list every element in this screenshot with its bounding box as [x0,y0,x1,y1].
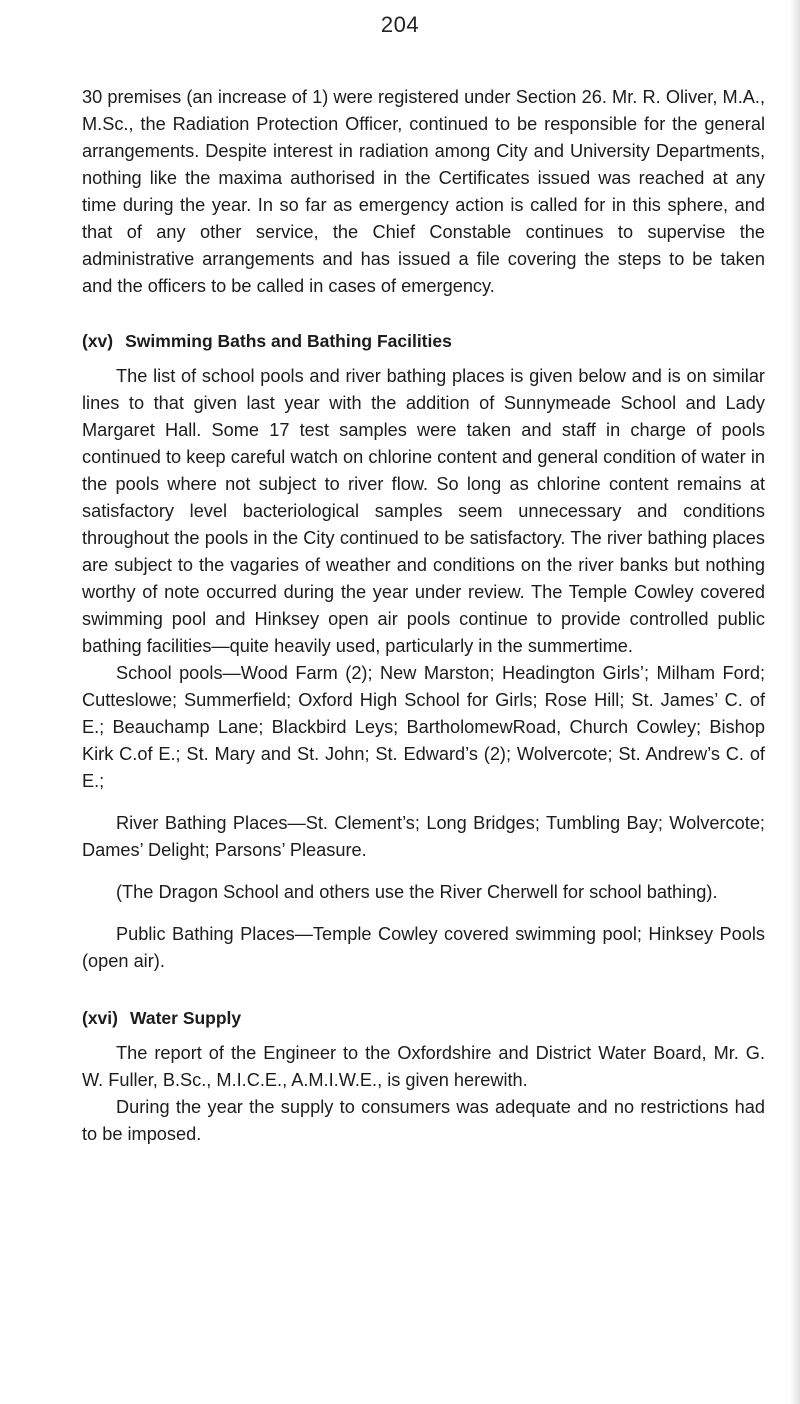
section-number: (xv) [82,331,114,351]
section-title: Water Supply [129,1008,242,1028]
water-supply-paragraph: During the year the supply to consumers was adequate and no restrictions had to be imposed. [82,1097,765,1144]
section-title: Swimming Baths and Bathing Facilities [125,331,452,351]
document-body [82,84,765,1148]
school-pools-paragraph: School pools—Wood Farm (2); New Marston; Headington Girls’; Milham Ford; Cutteslowe; Summerfield; Oxford High School for Girls; Rose Hill; St. James’ C. of E.; Beauchamp Lane; Blackbird Leys; BartholomewRoad, Church Cowley; Bishop Kirk C.of E.; St. Mary and St. John; St. Edward’s (2); Wolvercote; St. Andrew’s C. of E.; [82,663,765,791]
section-heading-water-supply [82,1005,765,1031]
page-number: 204 [380,12,420,37]
section-heading-swimming-baths [82,328,765,354]
dragon-school-paragraph: (The Dragon School and others use the River Cherwell for school bathing). [116,882,718,902]
intro-paragraph: 30 premises (an increase of 1) were registered under Section 26. Mr. R. Oliver, M.A., M.Sc., the Radiation Protection Officer, continued to be responsible for the general arrangements. Despite interest in radiation among City and University Departments, nothing like the maxima authorised in the Certificates issued was reached at any time during the year. In so far as emergency action is called for in this sphere, and that of any other service, the Chief Constable continues to supervise the administrative arrangements and has issued a file covering the steps to be taken and the officers to be called in cases of emergency. [82,87,765,296]
river-bathing-paragraph: River Bathing Places—St. Clement’s; Long Bridges; Tumbling Bay; Wolvercote; Dames’ Delight; Parsons’ Pleasure. [82,813,765,860]
public-bathing-paragraph: Public Bathing Places—Temple Cowley covered swimming pool; Hinksey Pools (open air). [82,924,765,971]
section-number: (xvi) [82,1008,118,1028]
water-report-paragraph: The report of the Engineer to the Oxfordshire and District Water Board, Mr. G. W. Fuller, B.Sc., M.I.C.E., A.M.I.W.E., is given herewith. [82,1043,765,1090]
swimming-baths-paragraph: The list of school pools and river bathing places is given below and is on similar lines to that given last year with the addition of Sunnymeade School and Lady Margaret Hall. Some 17 test samples were taken and staff in charge of pools continued to keep careful watch on chlorine content and general condition of water in the pools where not subject to river flow. So long as chlorine content remains at satisfactory level bacteriological samples seem unnecessary and conditions throughout the pools in the City continued to be satisfactory. The river bathing places are subject to the vagaries of weather and conditions on the river banks but nothing worthy of note occurred during the year under review. The Temple Cowley covered swimming pool and Hinksey open air pools continue to provide controlled public bathing facilities—quite heavily used, particularly in the summertime. [82,366,765,656]
page-edge-shadow [790,0,800,1404]
